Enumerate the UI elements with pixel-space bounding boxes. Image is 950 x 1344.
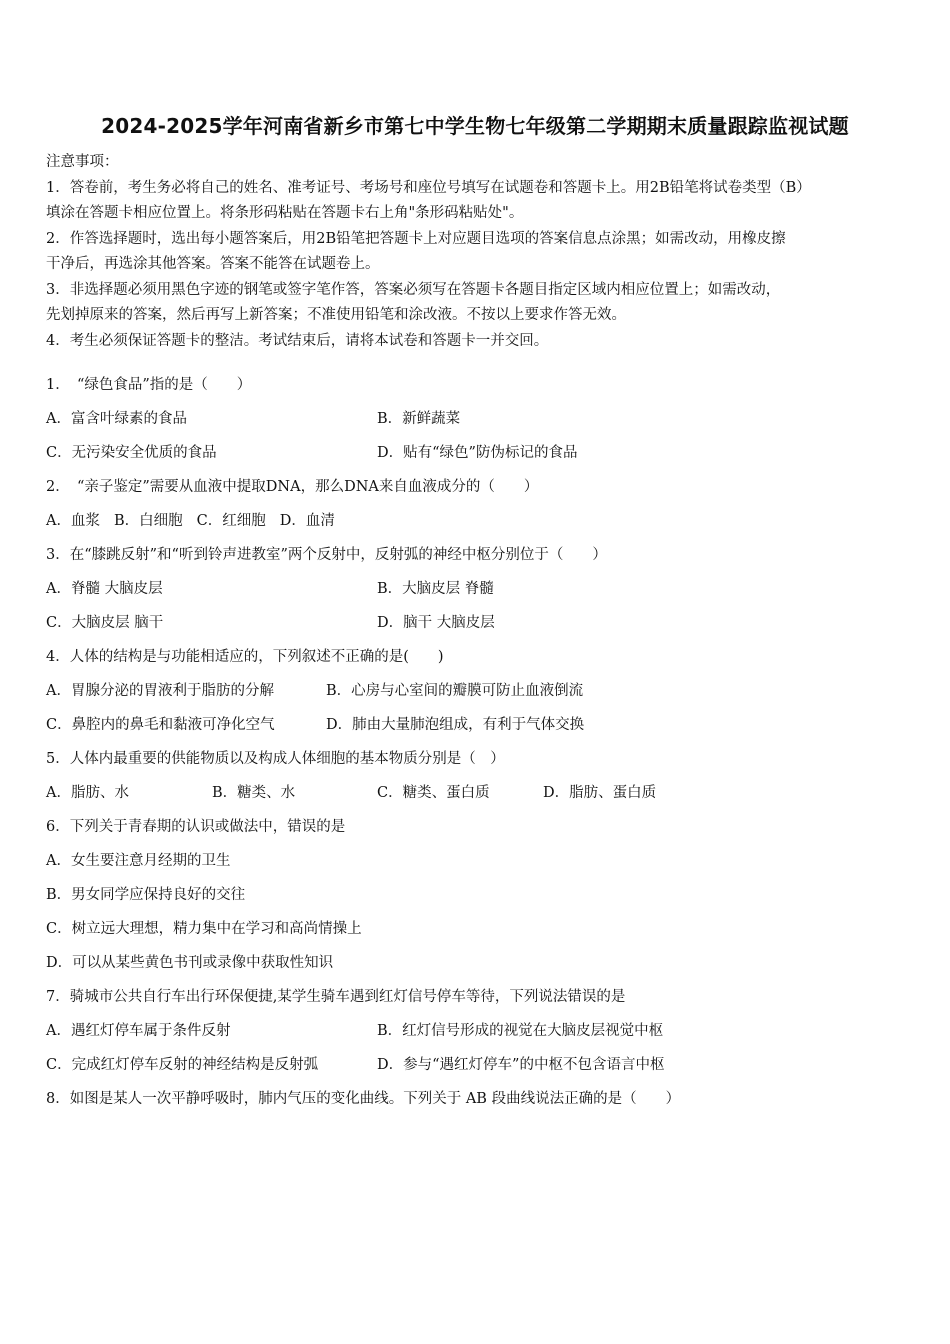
options-row	[46, 678, 906, 712]
option-d: D．血清	[279, 513, 335, 529]
option-d: D．参与“遇红灯停车”的中枢不包含语言中枢	[377, 1057, 665, 1073]
notice-line: 3．非选择题必须用黑色字迹的钢笔或签字笔作答，答案必须写在答题卡各题目指定区域内相应位置上；如需改动，	[46, 281, 781, 298]
notice-line: 填涂在答题卡相应位置上。将条形码粘贴在答题卡右上角"条形码粘贴处"。	[46, 205, 524, 221]
option-b: B．白细胞	[113, 513, 183, 529]
option-a: A．胃腺分泌的胃液利于脂肪的分解	[46, 683, 274, 699]
options-row	[46, 712, 906, 746]
options-row	[46, 576, 906, 610]
question-stem: 6．下列关于青春期的认识或做法中，错误的是	[46, 819, 346, 835]
question-stem: 5．人体内最重要的供能物质以及构成人体细胞的基本物质分别是（ ）	[46, 751, 505, 767]
option-c: C．无污染安全优质的食品	[46, 445, 217, 461]
notice-heading: 注意事项：	[46, 154, 119, 170]
option-b: B．男女同学应保持良好的交往	[46, 887, 246, 903]
option-c: C．大脑皮层 脑干	[46, 615, 164, 631]
option-b: B．糖类、水	[212, 785, 296, 801]
option-a: A．血浆	[46, 513, 100, 529]
option-c: C．糖类、蛋白质	[377, 785, 490, 801]
option-d: D．可以从某些黄色书刊或录像中获取性知识	[46, 955, 334, 971]
options-row	[46, 1052, 906, 1086]
option-c: C．完成红灯停车反射的神经结构是反射弧	[46, 1057, 319, 1073]
option-a: A．女生要注意月经期的卫生	[46, 853, 231, 869]
option-b: B．大脑皮层 脊髓	[377, 581, 494, 597]
option-d: D．贴有“绿色”防伪标记的食品	[377, 445, 578, 461]
option-c: C．红细胞	[196, 513, 266, 529]
option-d: D．脂肪、蛋白质	[543, 785, 657, 801]
notice-line: 4．考生必须保证答题卡的整洁。考试结束后，请将本试卷和答题卡一并交回。	[46, 332, 549, 349]
option-a: A．遇红灯停车属于条件反射	[46, 1023, 231, 1039]
options-row	[46, 406, 906, 440]
option-c: C．鼻腔内的鼻毛和黏液可净化空气	[46, 717, 275, 733]
option-d: D．肺由大量肺泡组成，有利于气体交换	[326, 717, 585, 733]
option-b: B．新鲜蔬菜	[377, 411, 461, 427]
options-row	[46, 780, 906, 814]
option-d: D．脑干 大脑皮层	[377, 615, 495, 631]
option-a: A．脂肪、水	[46, 785, 129, 801]
option-a: A．富含叶绿素的食品	[46, 411, 187, 427]
options-row	[46, 508, 906, 542]
option-b: B．红灯信号形成的视觉在大脑皮层视觉中枢	[377, 1023, 664, 1039]
question-stem: 7．骑城市公共自行车出行环保便捷,某学生骑车遇到红灯信号停车等待，下列说法错误的是	[46, 989, 626, 1005]
option-c: C．树立远大理想，精力集中在学习和高尚情操上	[46, 921, 362, 937]
question-stem: 4．人体的结构是与功能相适应的，下列叙述不正确的是( )	[46, 649, 444, 665]
options-row	[46, 610, 906, 644]
option-b: B．心房与心室间的瓣膜可防止血液倒流	[326, 683, 584, 699]
exam-title: 2024-2025学年河南省新乡市第七中学生物七年级第二学期期末质量跟踪监视试题	[101, 114, 849, 138]
question-stem: 1． “绿色食品”指的是（ ）	[46, 377, 252, 393]
notice-section	[46, 150, 906, 354]
question-stem: 8．如图是某人一次平静呼吸时，肺内气压的变化曲线。下列关于 AB 段曲线说法正确的是（ ）	[46, 1091, 681, 1107]
options-row	[46, 440, 906, 474]
options-row	[46, 1018, 906, 1052]
notice-line: 2．作答选择题时，选出每小题答案后，用2B铅笔把答题卡上对应题目选项的答案信息点涂黑；如需改动，用橡皮擦	[46, 230, 786, 247]
question-stem: 3．在“膝跳反射”和“听到铃声进教室”两个反射中，反射弧的神经中枢分别位于（ ）	[46, 547, 607, 563]
question-stem: 2． “亲子鉴定”需要从血液中提取DNA，那么DNA来自血液成分的（ ）	[46, 479, 539, 495]
notice-line: 干净后，再选涂其他答案。答案不能答在试题卷上。	[46, 256, 380, 272]
notice-line: 先划掉原来的答案，然后再写上新答案；不准使用铅笔和涂改液。不按以上要求作答无效。	[46, 307, 626, 323]
question-list	[46, 372, 906, 1120]
notice-line: 1．答卷前，考生务必将自己的姓名、准考证号、考场号和座位号填写在试题卷和答题卡上。用2B铅笔将试卷类型（B）	[46, 179, 811, 196]
option-a: A．脊髓 大脑皮层	[46, 581, 163, 597]
